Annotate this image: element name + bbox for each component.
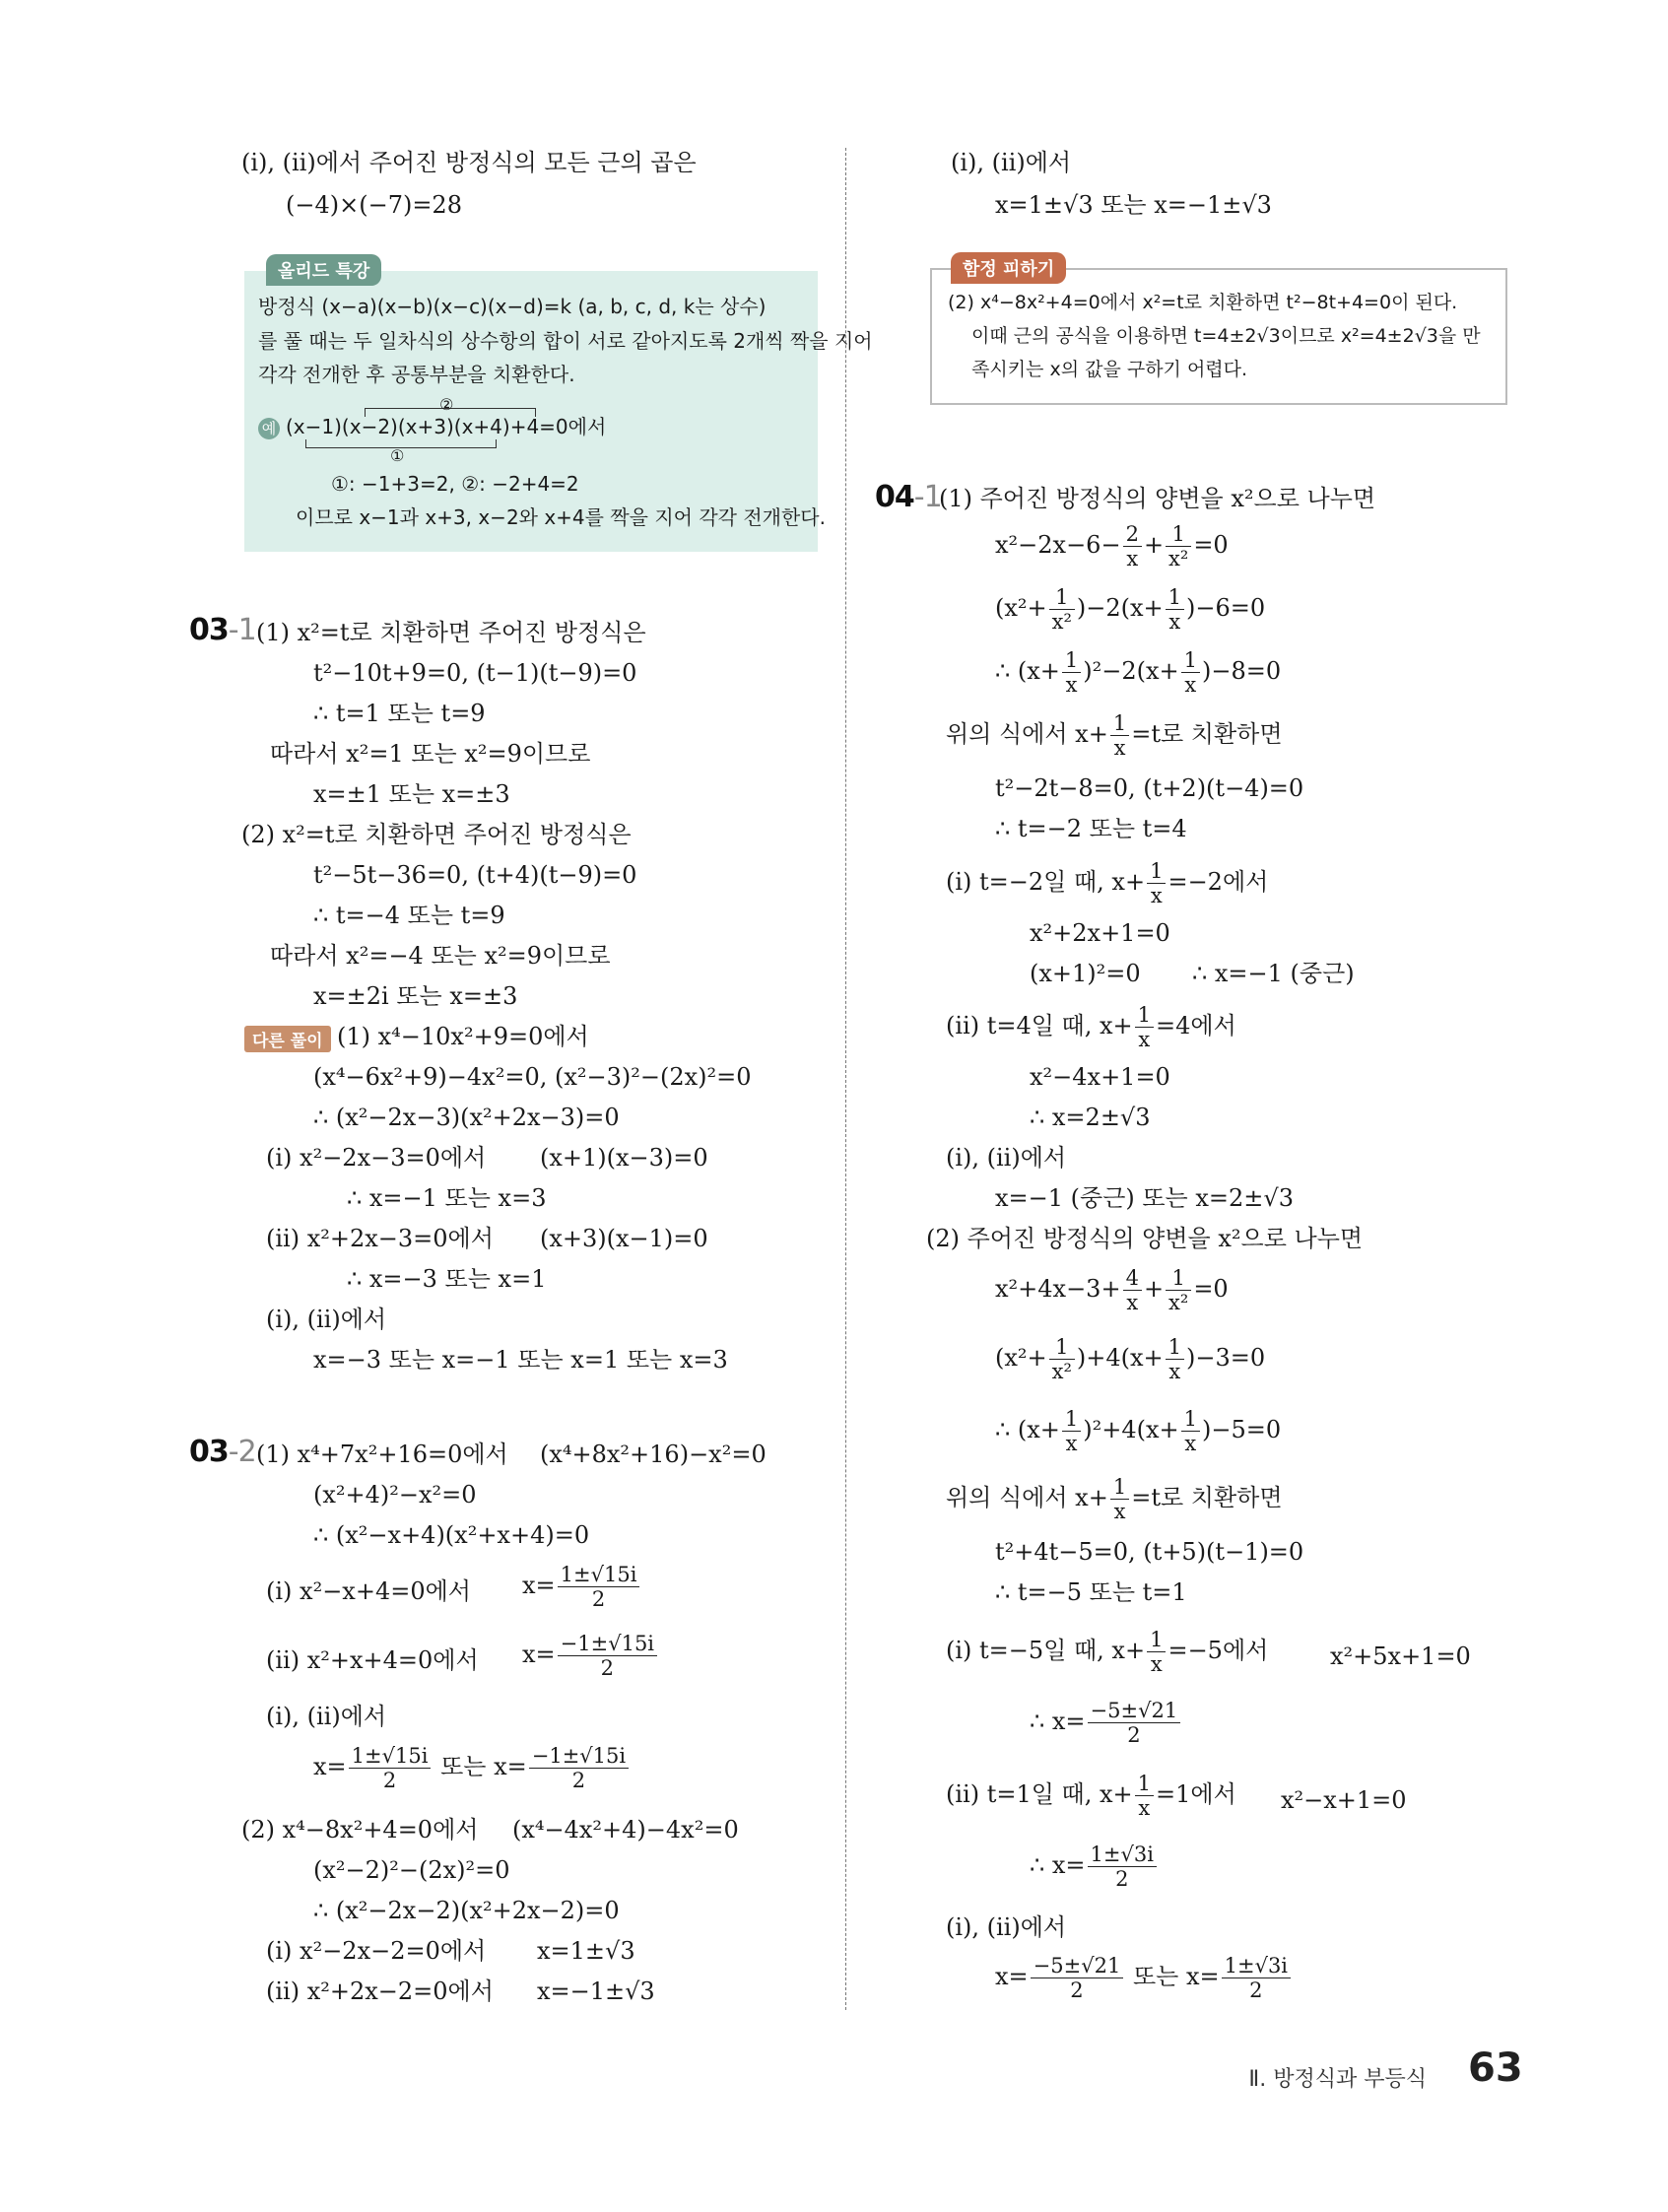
tip-tag: 올리드 특강	[266, 254, 381, 286]
text-line: x²+2x+1=0	[1030, 919, 1170, 947]
text-line: t²−2t−8=0, (t+2)(t−4)=0	[995, 774, 1304, 802]
warning-text: 이때 근의 공식을 이용하면 t=4±2√3이므로 x²=4±2√3을 만	[971, 325, 1481, 347]
numerator: 4	[1123, 1266, 1142, 1291]
text-line: x=−1 (중근) 또는 x=2±√3	[995, 1184, 1294, 1212]
denominator: 2	[571, 1769, 586, 1792]
fraction	[558, 1632, 657, 1680]
fraction	[1088, 1843, 1157, 1891]
problem-number	[875, 480, 942, 514]
fraction	[1166, 522, 1191, 570]
fraction-line	[995, 585, 1265, 634]
text-line: (ⅰ), (ⅱ)에서	[946, 1144, 1067, 1172]
fraction	[1123, 522, 1142, 570]
math-text: 위의 식에서 x+	[946, 1484, 1108, 1511]
text-line: ∴ (x²−2x−2)(x²+2x−2)=0	[313, 1897, 620, 1924]
numerator: 1	[1166, 1266, 1191, 1291]
text-line: (ⅰ) x²−x+4=0에서	[266, 1577, 471, 1605]
math-text: )+4(x+	[1076, 1344, 1164, 1372]
denominator: x²	[1051, 1360, 1072, 1383]
math-text: (ⅰ) t=−2일 때, x+	[946, 868, 1146, 896]
text-line: t²+4t−5=0, (t+5)(t−1)=0	[995, 1538, 1304, 1566]
math-text: ∴ (x+	[995, 1416, 1060, 1443]
text-line: (x⁴+8x²+16)−x²=0	[540, 1441, 767, 1468]
text-line: x=±2i 또는 x=±3	[313, 982, 518, 1010]
fraction	[529, 1744, 629, 1792]
text-line: (ⅰ), (ⅱ)에서	[266, 1306, 387, 1333]
text-line: x=−1±√3	[537, 1977, 655, 2005]
fraction-line	[946, 859, 1268, 907]
text-line: (ⅱ) x²+x+4=0에서	[266, 1646, 479, 1674]
tip-text: 방정식 (x−a)(x−b)(x−c)(x−d)=k (a, b, c, d, k는 상수)	[258, 295, 767, 318]
text-line: (x⁴−6x²+9)−4x²=0, (x²−3)²−(2x)²=0	[313, 1063, 752, 1091]
text-line: ∴ t=−5 또는 t=1	[995, 1578, 1187, 1606]
math-text: +	[1143, 1275, 1165, 1303]
example-icon: 예	[258, 418, 280, 439]
math-text: (ⅱ) t=1일 때, x+	[946, 1780, 1133, 1808]
numerator: 1	[1147, 859, 1166, 884]
denominator: 2	[1070, 1978, 1084, 2002]
text-line: (2) x²=t로 치환하면 주어진 방정식은	[241, 821, 632, 848]
denominator: x²	[1168, 1291, 1189, 1314]
denominator: x	[1126, 1291, 1139, 1314]
fraction	[1062, 648, 1081, 697]
text-line: ∴ t=1 또는 t=9	[313, 700, 486, 727]
tip-text: ①: −1+3=2, ②: −2+4=2	[331, 472, 579, 496]
text-line: (x+3)(x−1)=0	[540, 1225, 708, 1252]
numerator: 1	[1181, 1407, 1200, 1432]
fraction-line	[1030, 1843, 1159, 1891]
numerator: 1	[1135, 1772, 1154, 1796]
fraction-line	[1030, 1699, 1182, 1747]
fraction-line	[946, 1003, 1236, 1051]
math-text: (x²+	[995, 594, 1047, 622]
problem-number	[189, 613, 256, 647]
fraction	[1166, 1266, 1191, 1314]
problem-number-sub: -1	[228, 613, 256, 647]
fraction-line	[522, 1563, 641, 1611]
numerator: 1	[1135, 1003, 1154, 1028]
numerator: 1	[1110, 1475, 1129, 1500]
text-line: (2) x⁴−8x²+4=0에서	[241, 1816, 479, 1843]
problem-number-sub: -1	[913, 480, 942, 514]
text-line: (x+1)²=0	[1030, 960, 1141, 987]
math-text: =t로 치환하면	[1131, 720, 1283, 748]
fraction	[1147, 859, 1166, 907]
math-text: x=	[522, 1641, 556, 1668]
text-line: (ⅱ) x²+2x−3=0에서	[266, 1225, 494, 1252]
math-text: ∴ (x+	[995, 657, 1060, 685]
denominator: x	[1150, 1652, 1163, 1676]
numerator: 1	[1049, 1335, 1075, 1360]
numerator: −5±√21	[1088, 1699, 1181, 1723]
numerator: 1	[1110, 711, 1129, 736]
fraction	[1049, 585, 1075, 634]
math-text: x=	[995, 1963, 1029, 1990]
text-line: (−4)×(−7)=28	[286, 191, 462, 219]
problem-number	[189, 1435, 256, 1469]
fraction	[1222, 1954, 1291, 2002]
problem-number-main: 03	[189, 613, 229, 647]
text-line: (ⅰ), (ⅱ)에서	[946, 1913, 1067, 1941]
example-text: (x−1)(x−2)(x+3)(x+4)+4=0에서	[286, 415, 607, 438]
math-text: )²+4(x+	[1083, 1416, 1179, 1443]
fraction	[1123, 1266, 1142, 1314]
fraction	[1181, 1407, 1200, 1455]
text-line: ∴ x=−1 또는 x=3	[347, 1184, 547, 1212]
warning-tag: 함정 피하기	[951, 252, 1066, 284]
tip-example	[258, 414, 606, 439]
denominator: x	[1138, 1028, 1151, 1051]
math-text: )−3=0	[1186, 1344, 1266, 1372]
text-line: (ⅰ) x²−2x−3=0에서	[266, 1144, 487, 1172]
text-line: (x+1)(x−3)=0	[540, 1144, 708, 1172]
denominator: x	[1065, 1432, 1078, 1455]
math-text: =−5에서	[1168, 1637, 1269, 1664]
math-text: =1에서	[1156, 1780, 1236, 1808]
denominator: 2	[1127, 1723, 1141, 1747]
fraction-line	[313, 1744, 631, 1792]
text-line: ∴ (x²−x+4)(x²+x+4)=0	[313, 1521, 590, 1549]
denominator: x	[1150, 884, 1163, 907]
text-line: x²+5x+1=0	[1330, 1642, 1471, 1670]
fraction	[1062, 1407, 1081, 1455]
text-line: (2) 주어진 방정식의 양변을 x²으로 나누면	[926, 1225, 1364, 1252]
text-line: x²−4x+1=0	[1030, 1063, 1170, 1091]
text-line: ∴ x=−3 또는 x=1	[347, 1265, 547, 1293]
fraction	[1135, 1772, 1154, 1820]
math-text: x=	[522, 1572, 556, 1599]
fraction	[1110, 711, 1129, 760]
fraction-line	[995, 1335, 1265, 1383]
math-text: )−5=0	[1202, 1416, 1282, 1443]
brace-label: ②	[439, 395, 454, 414]
math-text: =0	[1193, 1275, 1229, 1303]
denominator: x²	[1168, 547, 1189, 570]
chapter-label: Ⅱ. 방정식과 부등식	[1248, 2067, 1427, 2092]
numerator: 1	[1166, 522, 1191, 547]
math-text: ∴ x=	[1030, 1851, 1086, 1879]
math-text: x=	[313, 1753, 347, 1780]
math-text: 또는 x=	[440, 1753, 527, 1780]
text-line: ∴ x=−1 (중근)	[1192, 960, 1355, 987]
tip-text: 를 풀 때는 두 일차식의 상수항의 합이 서로 같아지도록 2개씩 짝을 지어	[258, 329, 873, 353]
numerator: 1	[1181, 648, 1200, 673]
numerator: −1±√15i	[529, 1744, 629, 1769]
fraction-line	[995, 1266, 1229, 1314]
text-line: t²−5t−36=0, (t+4)(t−9)=0	[313, 861, 637, 889]
text-line: ∴ t=−2 또는 t=4	[995, 815, 1187, 842]
fraction	[1166, 1335, 1184, 1383]
numerator: 1	[1049, 585, 1075, 610]
math-text: =t로 치환하면	[1131, 1484, 1283, 1511]
text-line: x²−x+1=0	[1281, 1786, 1407, 1814]
numerator: 2	[1123, 522, 1142, 547]
brace-label: ①	[390, 446, 405, 465]
fraction-line	[946, 711, 1283, 760]
math-text: +	[1143, 531, 1165, 559]
numerator: 1±√3i	[1222, 1954, 1291, 1978]
column-divider	[845, 148, 846, 2010]
text-line: (x⁴−4x²+4)−4x²=0	[512, 1816, 739, 1843]
fraction-line	[946, 1475, 1283, 1523]
text-line: (ⅱ) x²+2x−2=0에서	[266, 1977, 494, 2005]
tip-text: 각각 전개한 후 공통부분을 치환한다.	[258, 363, 575, 386]
fraction	[1049, 1335, 1075, 1383]
text-line: 따라서 x²=−4 또는 x²=9이므로	[270, 942, 611, 970]
text-line: (ⅰ), (ⅱ)에서	[951, 149, 1072, 176]
fraction	[1166, 585, 1184, 634]
warning-text: 족시키는 x의 값을 구하기 어렵다.	[971, 359, 1248, 380]
fraction	[1088, 1699, 1181, 1747]
fraction-line	[946, 1628, 1268, 1676]
text-line: (1) x²=t로 치환하면 주어진 방정식은	[256, 619, 646, 646]
math-text: x²−2x−6−	[995, 531, 1121, 559]
text-line: ∴ t=−4 또는 t=9	[313, 902, 505, 929]
text-line: (ⅰ) x²−2x−2=0에서	[266, 1937, 487, 1965]
text-line: (1) 주어진 방정식의 양변을 x²으로 나누면	[939, 485, 1376, 512]
text-line: (x²−2)²−(2x)²=0	[313, 1856, 510, 1884]
math-text: )−8=0	[1202, 657, 1282, 685]
warning-text: (2) x⁴−8x²+4=0에서 x²=t로 치환하면 t²−8t+4=0이 된다.	[948, 292, 1458, 313]
denominator: x	[1168, 610, 1181, 634]
numerator: −1±√15i	[558, 1632, 657, 1656]
fraction	[558, 1563, 640, 1611]
math-text: )−6=0	[1186, 594, 1266, 622]
tip-text: 이므로 x−1과 x+3, x−2와 x+4를 짝을 지어 각각 전개한다.	[296, 505, 826, 529]
math-text: )−2(x+	[1076, 594, 1164, 622]
fraction-line	[522, 1632, 659, 1680]
text-line: (ⅰ), (ⅱ)에서	[266, 1703, 387, 1730]
fraction-line	[995, 522, 1229, 570]
denominator: x	[1168, 1360, 1181, 1383]
text-line: ∴ (x²−2x−3)(x²+2x−3)=0	[313, 1104, 620, 1131]
numerator: 1	[1166, 1335, 1184, 1360]
numerator: 1	[1166, 585, 1184, 610]
text-line: x=−3 또는 x=−1 또는 x=1 또는 x=3	[313, 1346, 728, 1374]
text-line: (ⅰ), (ⅱ)에서 주어진 방정식의 모든 근의 곱은	[241, 149, 697, 176]
math-text: =−2에서	[1168, 868, 1269, 896]
denominator: 2	[591, 1587, 606, 1611]
numerator: −5±√21	[1031, 1954, 1124, 1978]
numerator: 1±√3i	[1088, 1843, 1157, 1867]
denominator: x²	[1051, 610, 1072, 634]
denominator: x	[1113, 736, 1126, 760]
fraction	[1110, 1475, 1129, 1523]
denominator: x	[1184, 673, 1197, 697]
numerator: 1±√15i	[349, 1744, 432, 1769]
numerator: 1	[1062, 1407, 1081, 1432]
fraction-line	[946, 1772, 1236, 1820]
math-text: (x²+	[995, 1344, 1047, 1372]
denominator: x	[1126, 547, 1139, 570]
math-text: (ⅱ) t=4일 때, x+	[946, 1012, 1133, 1039]
fraction	[1135, 1003, 1154, 1051]
text-line: 따라서 x²=1 또는 x²=9이므로	[270, 740, 591, 768]
denominator: x	[1184, 1432, 1197, 1455]
math-text: 또는 x=	[1132, 1963, 1220, 1990]
text-line: (1) x⁴−10x²+9=0에서	[337, 1023, 589, 1050]
text-line: (x²+4)²−x²=0	[313, 1481, 477, 1508]
fraction-line	[995, 648, 1281, 697]
problem-number-main: 03	[189, 1435, 229, 1469]
denominator: x	[1138, 1796, 1151, 1820]
problem-number-sub: -2	[228, 1435, 256, 1469]
numerator: 1	[1147, 1628, 1166, 1652]
fraction	[1181, 648, 1200, 697]
denominator: x	[1065, 673, 1078, 697]
text-line: x=1±√3	[537, 1937, 635, 1965]
text-line: t²−10t+9=0, (t−1)(t−9)=0	[313, 659, 637, 687]
text-line: x=1±√3 또는 x=−1±√3	[995, 191, 1272, 219]
fraction	[1031, 1954, 1124, 2002]
alt-solution-badge: 다른 풀이	[244, 1026, 331, 1052]
math-text: x²+4x−3+	[995, 1275, 1121, 1303]
denominator: 2	[1249, 1978, 1263, 2002]
fraction	[1147, 1628, 1166, 1676]
math-text: =4에서	[1156, 1012, 1236, 1039]
text-line: (1) x⁴+7x²+16=0에서	[256, 1441, 508, 1468]
fraction-line	[995, 1954, 1293, 2002]
numerator: 1	[1062, 648, 1081, 673]
denominator: 2	[382, 1769, 397, 1792]
math-text: )²−2(x+	[1083, 657, 1179, 685]
fraction-line	[995, 1407, 1281, 1455]
math-text: =0	[1193, 531, 1229, 559]
problem-number-main: 04	[875, 480, 914, 514]
math-text: 위의 식에서 x+	[946, 720, 1108, 748]
denominator: x	[1113, 1500, 1126, 1523]
numerator: 1±√15i	[558, 1563, 640, 1587]
fraction	[349, 1744, 432, 1792]
denominator: 2	[1115, 1867, 1129, 1891]
page-number: 63	[1468, 2045, 1523, 2091]
math-text: (ⅰ) t=−5일 때, x+	[946, 1637, 1146, 1664]
math-text: ∴ x=	[1030, 1708, 1086, 1735]
denominator: 2	[600, 1656, 615, 1680]
text-line: x=±1 또는 x=±3	[313, 780, 510, 808]
text-line: ∴ x=2±√3	[1030, 1104, 1151, 1131]
